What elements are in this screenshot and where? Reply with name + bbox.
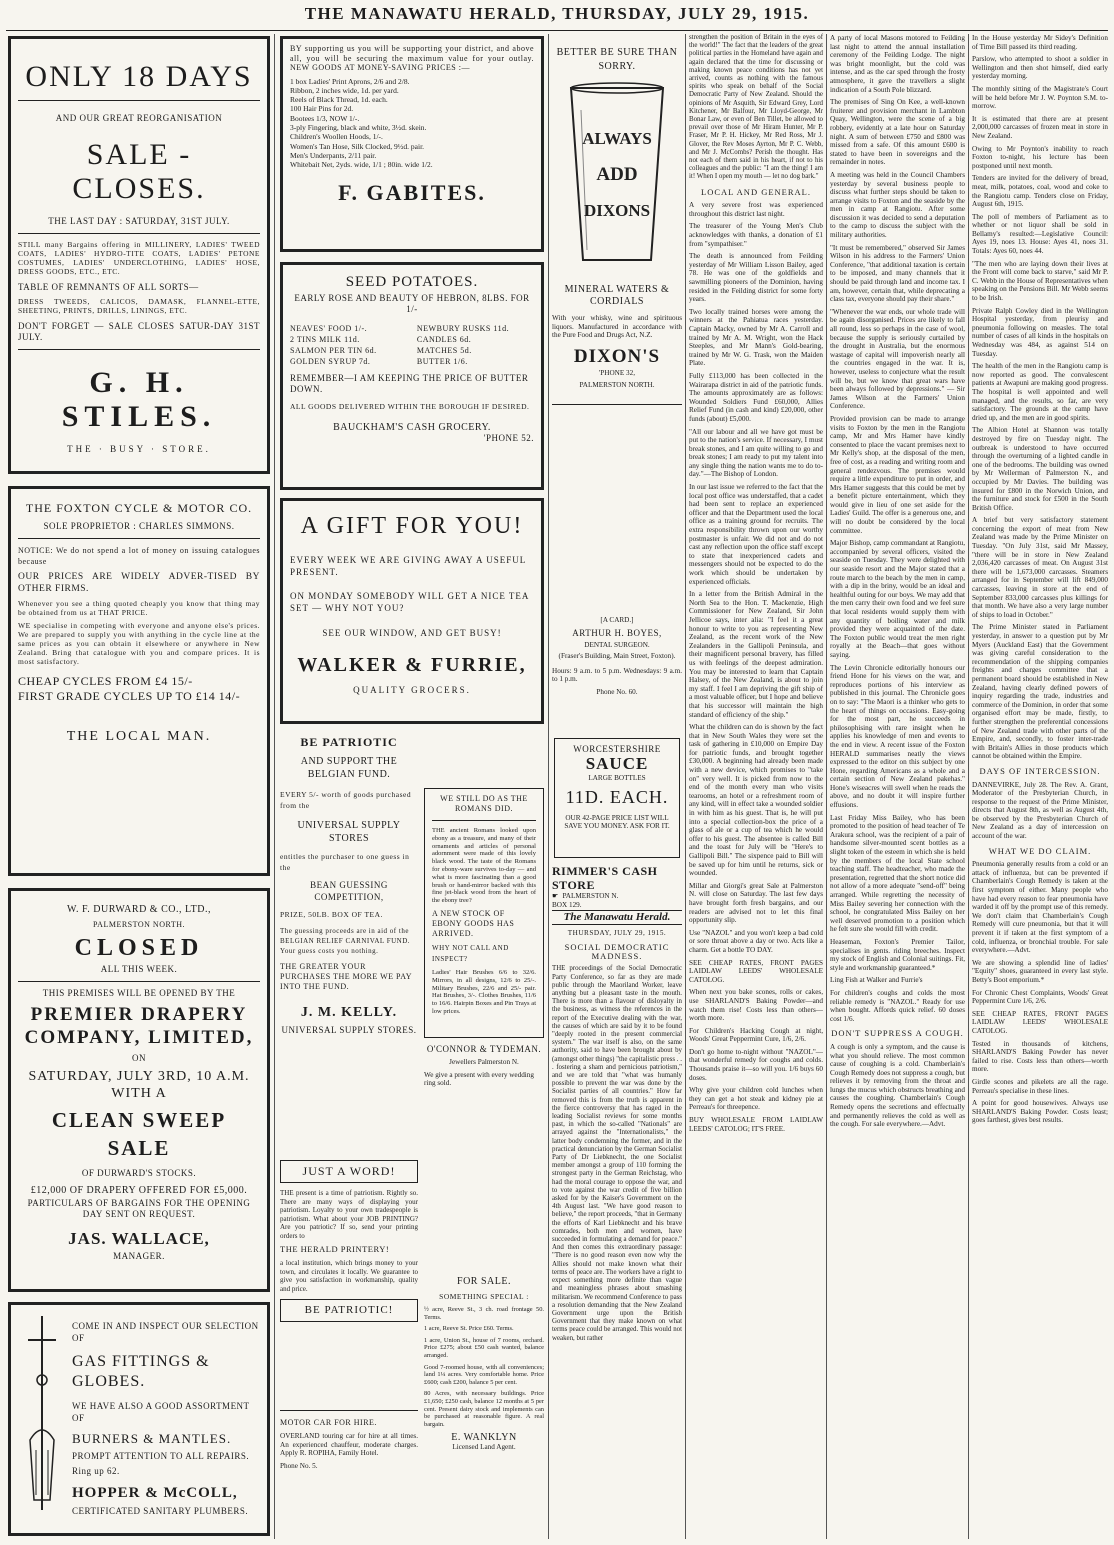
gabites-item: Reels of Black Thread, 1d. each. bbox=[290, 95, 388, 105]
news-paragraph: "The men who are laying down their lives at the Front will come back to starve," said Mr P. C. Webb in the House of Representatives when speaking on the Pensions Bill. Mr Webb seems to be Irish. bbox=[972, 259, 1108, 303]
news-paragraph: "All our labour and all we have got must be put to the nation's service. If necessary, I must break stones, and I am quite willing to go and break stones; I am ready to put my talent into any single thing the nation wants me to do to-day."—The Bishop of London. bbox=[689, 427, 823, 479]
bauckham-price-list bbox=[290, 323, 534, 367]
stiles-name: G. H. STILES. bbox=[61, 366, 217, 433]
oconnor-ebony: THE ancient Romans looked upon ebony as a treasure, and many of their ornaments and articles of personal adornment were made of this lovely black wood. The taste of the Romans for ebony-ware survives to-day — and what is more fascinating than a good brush or hand-mirror backed with this fine jet-black wood from the heart of the ebony tree? bbox=[432, 827, 536, 905]
news-column-4 bbox=[689, 34, 823, 1538]
bauckham-seed-potatoes: SEED POTATOES. bbox=[345, 274, 479, 290]
tumbler-glass-icon bbox=[565, 80, 669, 266]
durward-date: SATURDAY, JULY 3RD, 10 A.M. WITH A bbox=[28, 1069, 250, 1101]
bauckham-price: BUTTER 1/6. bbox=[416, 357, 468, 366]
kelly-proceeds: The guessing proceeds are in aid of the BELGIAN RELIEF CARNIVAL FUND. Your guess costs you nothing. bbox=[280, 927, 410, 955]
bauckham-price: NEAVES' FOOD 1/-. bbox=[290, 324, 368, 333]
news-paragraph: BUY WHOLESALE FROM LAIDLAW LEEDS' CATOLOG; IT'S FREE. bbox=[689, 1116, 823, 1133]
news-paragraph: A cough is only a symptom, and the cause is what you should relieve. The most common cause of coughing is a cold. Chamberlain's Cough Remedy does not suppress a cough, but relieves it by removing from the throat and lungs the mucus which obstructs breathing and causes the coughing. Chamberlain's Cough Remedy opens the secretions and effectually and permanently relieves the cold as well as the cough. For sale everywhere.—Advt. bbox=[830, 1042, 965, 1129]
bauckham-price: NEWBURY RUSKS 11d. bbox=[416, 324, 510, 333]
cycle-cheap: CHEAP CYCLES FROM £4 15/- bbox=[18, 674, 193, 688]
durward-manager: MANAGER. bbox=[113, 1251, 165, 1261]
bauckham-price: SALMON PER TIN 6d. bbox=[290, 346, 377, 355]
stiles-fabrics: DRESS TWEEDS, CALICOS, DAMASK, FLANNEL-ETTE, SHEETING, PRINTS, DRILLS, LININGS, ETC. bbox=[18, 297, 260, 315]
column-divider bbox=[968, 34, 969, 1539]
bauckham-price: 2 TINS MILK 11d. bbox=[290, 335, 360, 344]
stiles-dont-forget: DON'T FORGET — SALE CLOSES SATUR-DAY 31ST JULY. bbox=[18, 321, 260, 342]
news-paragraph: A point for good housewives. Always use SHARLAND'S Baking Powder. Costs least; goes farthest, gives best results. bbox=[972, 1099, 1108, 1125]
dixon-advert bbox=[552, 36, 682, 616]
kelly-stores: UNIVERSAL SUPPLY STORES bbox=[297, 820, 401, 844]
news-paragraph: SEE CHEAP RATES, FRONT PAGES LAIDLAW LEEDS' WHOLESALE CATOLOG. bbox=[689, 958, 823, 984]
kelly-advert bbox=[280, 734, 418, 1154]
herald-patriotism: THE present is a time of patriotism. Rightly so. There are many ways of displaying your patriotism. Loyalty to your own tradespeople is patriotism. What about your JOB PRINTING? Are you patriotic? If so, send your printing orders to bbox=[280, 1189, 418, 1240]
stiles-last-day: THE LAST DAY : SATURDAY, 31ST JULY. bbox=[48, 216, 230, 226]
oconnor-prices: Ladies' Hair Brushes 6/6 to 32/6. Mirrors, in all designs, 12/6 to 25/-. Military Brushes, 22/6 and 25/- pair. Hat Brushes, 3/-. Clothes Brushes, 11/6 to 16/6. Hairpin Boxes and Pin Trays at low prices. bbox=[432, 968, 536, 1015]
oconnor-wedding: We give a present with every wedding ring sold. bbox=[424, 1070, 534, 1088]
kelly-name: J. M. KELLY. bbox=[300, 1005, 398, 1020]
column-divider bbox=[685, 34, 686, 1539]
oconnor-romans: WE STILL DO AS THE ROMANS DID. bbox=[440, 794, 528, 813]
kelly-tagline: UNIVERSAL SUPPLY STORES. bbox=[281, 1025, 417, 1035]
stiles-tagline: THE · BUSY · STORE. bbox=[67, 444, 211, 454]
durward-title: W. F. DURWARD & CO., LTD., bbox=[67, 904, 211, 915]
news-paragraph: Why give your children cold lunches when they can get a hot steak and kidney pie at Perreau's for threepence. bbox=[689, 1086, 823, 1112]
news-paragraph: Ling Fish at Walker and Furrie's bbox=[830, 976, 923, 985]
rimmer-store bbox=[552, 864, 682, 909]
stiles-bargains: STILL many Bargains offering in MILLINERY, LADIES' TWEED COATS, LADIES' HYDRO-TITE COATS, LADIES' PETONE COSTUMES, LADIES' UNDERCLOTHING, LADIES' HOSE, DRESS GOODS, ETC., ETC. bbox=[18, 240, 260, 276]
news-paragraph: Tested in thousands of kitchens, SHARLAND'S Baking Powder has never failed to rise. Costs less than others—worth more. bbox=[972, 1039, 1108, 1074]
durward-place: PALMERSTON NORTH. bbox=[92, 920, 186, 929]
kelly-every: EVERY 5/- worth of goods purchased from the bbox=[280, 790, 412, 810]
gabites-item: Children's Woollen Hoods, 1/-. bbox=[290, 132, 383, 142]
news-paragraph: In our last issue we referred to the fact that the local post office was understaffed, that a cadet had been sent to replace an experienced officer and that the Department used the local office as a training ground for recruits. The extra responsibility thrown upon our worthy postmaster is unfair. We did not and do not cast any reflection upon the office staff except to state that inexperienced cadets and messengers should not be expected to do the work which should be undertaken by experienced officials. bbox=[689, 483, 823, 586]
boyes-card bbox=[552, 616, 682, 726]
news-paragraph: Parslow, who attempted to shoot a soldier in Wellington and then shot himself, died early yesterday morning. bbox=[972, 55, 1108, 81]
editorial-continued: strengthen the position of Britain in the eyes of the world!" The fact that the leaders of the great political parties in the Homeland have again and again declared that the time for discussing or making known peace conditions has not yet arrived, counts as nothing with the famous spirits who speak on behalf of the Social Democratic Party of New Zealand. Should the opinions of Mr Asquith, Sir Edward Grey, Lord Kitchener, Mr Balfour, Mr Lloyd-George, Mr Bonar Law, or even of Ben Tillet, be allowed to prevail over those of Mr Hiram Hunter, Mr P. Fraser, Mr P. H. Hickey, Mr Red Ross, Mr J. Glover, the Rev Moses Ayrton, Mr P. C. Webb, and Mr J. McCombs? Perish the thought. Has not each of them said in his heart, if not to his colleagues and the public: "I am the thing! I am it! When I open my mouth — let no dog bark." bbox=[689, 34, 823, 181]
cycle-signature: THE LOCAL MAN. bbox=[66, 729, 212, 744]
news-paragraph: Millar and Giorgi's great Sale at Palmerston N. will close on Saturday. The last few days have brought forth fresh bargains, and our readers are advised not to let this final opportunity slip. bbox=[689, 881, 823, 925]
cycle-proprietor: SOLE PROPRIETOR : CHARLES SIMMONS. bbox=[43, 521, 235, 531]
rimmer-name: RIMMER'S CASH STORE bbox=[552, 864, 658, 892]
news-paragraph: The poll of members of Parliament as to whether or not liquor shall be sold in Bellamy's resulted:—Legislative Council: Ayes 19, noes 13. House: Ayes 41, noes 31. Totals: Ayes 60, noes 44. bbox=[972, 212, 1108, 256]
stiles-remnants: TABLE OF REMNANTS OF ALL SORTS— bbox=[18, 282, 199, 292]
gabites-item: Whitebait Net, 2yds. wide, 1/1 ; 80in. wide 1/2. bbox=[290, 160, 433, 170]
news-paragraph: The treasurer of the Young Men's Club acknowledges with thanks, a donation of £1 from "sympathiser." bbox=[689, 222, 823, 248]
news-paragraph: We are showing a splendid line of ladies' "Equity" shoes, guaranteed in every last style. Betty's Boot emporium.* bbox=[972, 958, 1108, 984]
editorial-column bbox=[552, 910, 682, 1538]
news-paragraph: Fully £113,000 has been collected in the Wairarapa district in aid of the patriotic funds. The amounts approximately are as follows: Wounded Soldiers Fund £60,000, Allies Relief Fund (in cash and kind) £20,000, other funds (about) £5,000. bbox=[689, 371, 823, 423]
oconnor-footer bbox=[424, 1044, 544, 1104]
gabites-item: Men's Underpants, 2/11 pair. bbox=[290, 150, 377, 160]
news-paragraph: Major Bishop, camp commandant at Rangiotu, accompanied by several officers, visited the seaside on Tuesday. They were delighted with our seaside resort and the Major stated that a route march to the beach by the men in camp, with a dip in the briny, would be an ideal and healthful outing for our boys. We may add that the men carry their own food and we feel sure that local residents would supply them with any quantity of boiling water and milk provided they were acquainted of the date. The Foxton public would treat the men right royally at the Beach—that goes without saying. bbox=[830, 539, 965, 659]
news-paragraph: What the children can do is shown by the fact that in New South Wales they were set the task of gathering in £10,000 on Empire Day for patriotic funds, and brought together £30,000. A beginning had already been made with a new device, which promises to "take on" very well. It is picked from now to the end of the month every man who visits tearooms, an hotel or a refreshment room of any kind, will in effect take a wounded soldier in with him as his guest. That is, he will put into a special collection-box the price of a glass of ale or a cup of tea which he would offer to his guest. The absentee is called Bill and the toast for July will be "Here's to Gallipoli Bill." The sixpence paid to Bill will be saved up for him until he returns, sick or wounded. bbox=[689, 723, 823, 878]
bauckham-remember: REMEMBER—I AM KEEPING THE PRICE OF BUTTER DOWN. bbox=[290, 373, 529, 394]
hopper-inspect: COME IN AND INSPECT OUR SELECTION OF bbox=[72, 1321, 259, 1343]
wanklyn-item: 80 Acres, with necessary buildings. Price £1,650; £250 cash, balance 12 months at 5 per cent. Present dairy stock and implements can be purchased at reasonable figure. A real bargain. bbox=[424, 1390, 544, 1428]
motor-phone: Phone No. 5. bbox=[280, 1461, 318, 1470]
durward-opened-by: THIS PREMISES WILL BE OPENED BY THE bbox=[42, 988, 236, 998]
durward-particulars: PARTICULARS OF BARGAINS FOR THE OPENING DAY SENT ON REQUEST. bbox=[27, 1198, 251, 1219]
rimmer-sauce: SAUCE bbox=[585, 754, 649, 773]
cycle-notice: NOTICE: We do not spend a lot of money on issuing catalogues because bbox=[18, 546, 260, 566]
stiles-sale-closes: SALE - CLOSES. bbox=[72, 138, 206, 205]
news-paragraph: In the House yesterday Mr Sidey's Definition of Time Bill passed its third reading. bbox=[972, 34, 1108, 51]
rimmer-bottles: LARGE BOTTLES bbox=[588, 774, 646, 782]
glass-text-line: ALWAYS bbox=[582, 129, 652, 148]
gabites-name: F. GABITES. bbox=[338, 180, 486, 206]
bauckham-phone: 'PHONE 52. bbox=[483, 433, 534, 443]
stiles-subline: AND OUR GREAT REORGANISATION bbox=[55, 113, 223, 123]
news-paragraph: When next you bake scones, rolls or cakes, use SHARLAND'S Baking Powder—and watch them rise! Costs less than others—worth more. bbox=[689, 988, 823, 1023]
rimmer-price: 11D. EACH. bbox=[565, 786, 669, 807]
rimmer-box: BOX 129. bbox=[552, 900, 582, 909]
wanklyn-item: Good 7-roomed house, with all conveniences; land 1¼ acres. Very comfortable home. Price £600; cash £200, balance 5 per cent. bbox=[424, 1363, 544, 1386]
stiles-advert bbox=[8, 36, 270, 474]
kelly-greater: THE GREATER YOUR PURCHASES THE MORE WE PAY INTO THE FUND. bbox=[280, 962, 412, 991]
column-divider bbox=[548, 34, 549, 1539]
news-paragraph: Don't go home to-night without "NAZOL"—that wonderful remedy for coughs and colds. Thousands praise it—so will you. 1/6 buys 60 doses. bbox=[689, 1047, 823, 1082]
news-paragraph: It is estimated that there are at present 2,000,000 carcasses of frozen meat in store in New Zealand. bbox=[972, 114, 1108, 140]
cycle-title: THE FOXTON CYCLE & MOTOR CO. bbox=[25, 501, 253, 515]
durward-premier: PREMIER DRAPERY COMPANY, LIMITED, bbox=[24, 1004, 254, 1048]
gabites-item: Women's Tan Hose, Silk Clocked, 9½d. pair. bbox=[290, 141, 425, 151]
cycle-advert bbox=[8, 486, 270, 876]
news-paragraph: The Prime Minister stated in Parliament yesterday, in answer to a question put by Mr Myers (Auckland East) that the Government was giving careful consideration to the recommendation of the shipping companies freights and charges committee that a permanent board should be established in New Zealand, having clearly defined powers of inquiry regarding the trade, industries and commerce of the Dominion, in order that some organised effort may be made, firstly, to further strengthen the preferential concessions of New Zealand trade with other parts of the Empire, and, secondly, to foster inter-trade with Britain's Allies in those products which cannot be obtained within the Empire. bbox=[972, 623, 1108, 761]
cough-heading: DON'T SUPPRESS A COUGH. bbox=[831, 1028, 964, 1039]
rimmer-sauce-advert bbox=[554, 738, 680, 858]
durward-closed: CLOSED bbox=[74, 935, 204, 961]
news-paragraph: In a letter from the British Admiral in the North Sea to the Hon. T. Mackenzie, High Commissioner for New Zealand, Sir John Jellicoe says, inter alia: "I feel it a great honour to write to you as representing New Zealand, as the recent work of the New Zealanders in the Gallipoli Peninsula, and their magnificent personal bravery, has filled us with feelings of the deepest admiration. You may be interested to learn that Captain Halsey, of the New Zealand, is about to join my staff. I feel I am depriving the gift ship of a most valuable officer, but I hope and believe that his successor will maintain the high standard of efficiency of the ship." bbox=[689, 590, 823, 719]
wanklyn-item: 1 acre, Union St., house of 7 rooms, orchard. Price £275; about £50 cash wanted, balance arranged. bbox=[424, 1336, 544, 1359]
oconnor-new-stock: A NEW STOCK OF EBONY GOODS HAS ARRIVED. bbox=[432, 908, 515, 938]
durward-of-stocks: OF DURWARD'S STOCKS. bbox=[81, 1168, 197, 1178]
boyes-title: DENTAL SURGEON. bbox=[584, 640, 650, 649]
dixon-place: PALMERSTON NORTH. bbox=[579, 381, 655, 390]
wanklyn-special: SOMETHING SPECIAL : bbox=[439, 1292, 529, 1301]
boyes-address: (Fraser's Building, Main Street, Foxton). bbox=[558, 652, 676, 661]
boyes-card-label: [A CARD.] bbox=[600, 616, 634, 624]
walker-tagline: QUALITY GROCERS. bbox=[353, 685, 471, 695]
kelly-prize: PRIZE, 50LB. BOX OF TEA. bbox=[280, 910, 383, 919]
walker-tea-set: ON MONDAY SOMEBODY WILL GET A NICE TEA SET — WHY NOT YOU? bbox=[290, 591, 529, 613]
motor-advert bbox=[280, 1404, 418, 1536]
boyes-phone: Phone No. 60. bbox=[596, 687, 638, 696]
news-paragraph: Provided provision can be made to arrange visits to Foxton by the men in the Rangiotu camp, Mr and Mrs Hamer have kindly consented to place the vacant premises next to Mr Kelly's shop, at the disposal of the men, free of cost, as a reading and writing room and general rendezvous. The premises would require a little expenditure to put in order, and Mrs Hamer suggests that this could be met by a benefit picture entertainment, which they would give in lieu of one set aside for the Ladies' Guild. The offer is a generous one, and will no doubt be considered by the local committee. bbox=[830, 414, 965, 535]
news-paragraph: For Children's Hacking Cough at night, Woods' Great Peppermint Cure, 1/6, 2/6. bbox=[689, 1026, 823, 1044]
claim-heading: WHAT WE DO CLAIM. bbox=[988, 845, 1092, 856]
editorial-date: THURSDAY, JULY 29, 1915. bbox=[567, 928, 667, 937]
column-divider bbox=[826, 34, 827, 1539]
herald-printery-advert bbox=[280, 1160, 418, 1398]
bauckham-price: GOLDEN SYRUP 7d. bbox=[290, 357, 371, 366]
news-paragraph: A very severe frost was experienced throughout this district last night. bbox=[689, 201, 823, 218]
bauckham-varieties: EARLY ROSE AND BEAUTY OF HEBRON, 8LBS. FOR 1/- bbox=[294, 293, 530, 314]
walker-name: WALKER & FURRIE, bbox=[297, 654, 527, 676]
kelly-bean: BEAN GUESSING COMPETITION, bbox=[310, 880, 388, 902]
hopper-advert bbox=[8, 1302, 270, 1536]
herald-just-a-word: JUST A WORD! bbox=[280, 1160, 418, 1183]
bauckham-advert bbox=[280, 262, 544, 490]
motor-heading: MOTOR CAR FOR HIRE. bbox=[280, 1418, 377, 1427]
kelly-be-patriotic: BE PATRIOTIC bbox=[300, 735, 398, 749]
gabites-item-list bbox=[290, 77, 534, 170]
gabites-item: 3-ply Fingering, black and white, 3½d. skein. bbox=[290, 122, 427, 132]
gas-lamp-icon bbox=[18, 1310, 66, 1520]
oconnor-sub: Jewellers Palmerston N. bbox=[449, 1058, 519, 1066]
news-paragraph: Private Ralph Cowley died in the Wellington Hospital yesterday, from pleurisy and pneumonia following on measles. The total number of cases of all kinds in the hospitals on Wednesday was 484, as against 514 on Tuesday. bbox=[972, 306, 1108, 358]
cycle-quoted: Whenever you see a thing quoted cheaply you know that thing may be obtained from us at THAT PRICE. bbox=[18, 599, 260, 617]
news-paragraph: The Albion Hotel at Shannon was totally destroyed by fire on Tuesday night. The outbreak is understood to have occurred through the overturning of a lighted candle in one of the bedrooms. The building was owned by Mr Wellerman of Palmerston N., and occupied by Mr Davies. The building was insured for £800 in the Norwich Union, and the furniture and stock for £500 in the South British Office. bbox=[972, 426, 1108, 512]
rimmer-price-list: OUR 42-PAGE PRICE LIST WILL SAVE YOU MONEY. ASK FOR IT. bbox=[564, 813, 670, 831]
news-paragraph: "It must be remembered," observed Sir James Wilson in his address to the Farmers' Union Conference, "that additional taxation is certain to be imposed, and many channels that it should be paid through land and income tax. I am, however, certain that, while deprecating a class tax, everyone should pay their share." bbox=[830, 243, 965, 304]
local-general-heading: LOCAL AND GENERAL. bbox=[701, 186, 811, 197]
cycle-first-grade: FIRST GRADE CYCLES UP TO £14 14/- bbox=[18, 689, 241, 703]
durward-clean-sweep: CLEAN SWEEP SALE bbox=[51, 1108, 227, 1160]
news-paragraph: Owing to Mr Poynton's inability to reach Foxton to-night, his lecture has been postponed until next month. bbox=[972, 144, 1108, 170]
rimmer-worcestershire: WORCESTERSHIRE bbox=[573, 744, 661, 754]
gabites-item: 100 Hair Pins for 2d. bbox=[290, 104, 354, 114]
news-paragraph: Last Friday Miss Bailey, who has been promoted to the position of head teacher of Te Arakura school, was the recipient of a pair of handsome silver-mounted scent bottles as a slight token of the esteem in which she is held by the members of the local State school teaching staff. The headteacher, who made the presentation, regretted that the short notice did not allow of a more adequate "send-off" being arranged. While regretting the necessity of Miss Bailey severing her connection with the school, he congratulated Miss Bailey on her well deserved promotion to a position which he felt sure she would fill with credit. bbox=[830, 813, 965, 934]
hopper-assortment: WE HAVE ALSO A GOOD ASSORTMENT OF bbox=[72, 1401, 250, 1423]
intercession-heading: DAYS OF INTERCESSION. bbox=[979, 765, 1101, 776]
news-paragraph: Use "NAZOL" and you won't keep a bad cold or sore throat above a day or two. Acts like a charm. Get a bottle TO DAY. bbox=[689, 928, 823, 954]
news-paragraph: The Levin Chronicle editorially honours our friend Hone for his views on the war, and reproduces portions of his interview as published in this journal. The Chronicle goes on to say: "The Maori is a thinker who gets to the heart of things on occasions. Easy-going for the most part, he succeeds in philosophising with rare insight when he applies his knowledge of men and events to the end in view. A recent issue of the Foxton HERALD summarises neatly the views expressed to the editor on this subject by one Hone, regarding Americans as a whole and a certain section of New Zealand pakehas." Hone's wiseacres will swell when he reads the above, and no doubt it will inspire further effusions. bbox=[830, 663, 965, 810]
news-paragraph: A meeting was held in the Council Chambers yesterday by several business people to discuss what further steps should be taken to arrange visits to Foxton and the seaside by the men in camp at Rangiotu. After some discussion it was decided to send a deputation to the camp to discuss the subject with the military authorities. bbox=[830, 170, 965, 240]
news-paragraph: The monthly sitting of the Magistrate's Court will be held before Mr J. W. Poynton S.M. to-morrow. bbox=[972, 84, 1108, 111]
gabites-item: Ribbon, 2 inches wide, 1d. per yard. bbox=[290, 85, 399, 95]
hopper-gas-fittings: GAS FITTINGS & GLOBES. bbox=[72, 1353, 210, 1390]
news-column-5 bbox=[830, 34, 965, 1538]
gabites-item: Bootees 1/3, NOW 1/-. bbox=[290, 113, 360, 123]
boyes-name: ARTHUR H. BOYES, bbox=[572, 627, 662, 638]
wanklyn-name: E. WANKLYN bbox=[451, 1432, 517, 1444]
wanklyn-for-sale: FOR SALE. bbox=[457, 1276, 511, 1287]
news-paragraph: A brief but very satisfactory statement concerning the export of meat from New Zealand was made by the Prime Minister on Tuesday. "On July 31st, said Mr Massey, "there will be in store in New Zealand 2,036,420 carcasses of meat. On August 31st there will be 1,673,000 carcasses. Steamers arranged for in September will lift 849,000 carcasses, leaving in store at the end of September 833,000 carcasses plus killings for that month. We have also a very large number of ships to load in October." bbox=[972, 516, 1108, 619]
wanklyn-tagline: Licensed Land Agent. bbox=[452, 1443, 516, 1452]
walker-advert bbox=[280, 498, 544, 724]
wanklyn-list bbox=[424, 1306, 544, 1428]
news-paragraph: The premises of Sing On Kee, a well-known fruiterer and provision merchant in Lambton Quay, Wellington, were the scene of a big robbery, evidently at a late hour on Saturday night. A sum of between £750 and £800 was missed from a safe. Of this amount £600 is stated to have been in sovereigns and the remainder in notes. bbox=[830, 98, 965, 167]
news-paragraph: "Whenever the war ends, our whole trade will be again disorganised. Prices are likely to fall all round, less so perhaps in the case of wool, because the supply is seriously curtailed by the drought in Australia, but the enormous wastage of capital will impoverish nearly all the countries engaged in the war. It is, however, useless to conjecture what the result will be, but we know that great wars have been always followed by depressions." — Sir James Wilson at the Farmers' Union Conference. bbox=[830, 307, 965, 411]
bauckham-delivered: ALL GOODS DELIVERED WITHIN THE BOROUGH IF DESIRED. bbox=[290, 402, 530, 411]
news-paragraph: SEE CHEAP RATES, FRONT PAGES LAIDLAW LEEDS' WHOLESALE CATOLOG. bbox=[972, 1009, 1108, 1035]
dixon-name: DIXON'S bbox=[573, 345, 661, 367]
news-paragraph: For Chronic Chest Complaints, Woods' Great Peppermint Cure 1/6, 2/6. bbox=[972, 988, 1108, 1006]
durward-on: ON bbox=[132, 1053, 146, 1063]
bauckham-price: MATCHES 5d. bbox=[416, 346, 472, 355]
gabites-intro: BY supporting us you will be supporting your district, and above all, you will be securing the maximum value for your outlay. NEW GOODS AT MONEY-SAVING PRICES :— bbox=[290, 44, 534, 72]
walker-every-week: EVERY WEEK WE ARE GIVING AWAY A USEFUL PRESENT. bbox=[290, 555, 526, 577]
editorial-heading: SOCIAL DEMOCRATIC MADNESS. bbox=[564, 942, 670, 961]
masthead: THE MANAWATU HERALD, THURSDAY, JULY 29, 1915. bbox=[304, 4, 810, 23]
masthead-rule bbox=[6, 30, 1108, 31]
cycle-specialise: WE specialise in competing with everyone and anyone else's prices. We are prepared to supply you with anything in the cycle line at the same prices as you can obtain it elsewhere or anywhere in New Zealand. Bring that catalogue with you and compare prices. It is most satisfactory. bbox=[18, 621, 260, 666]
news-paragraph: Tenders are invited for the delivery of bread, meat, milk, potatoes, coal, wood and coke to the Rangiotu camp. Tenders close on Friday, August 6th, 1915. bbox=[972, 174, 1108, 209]
wanklyn-item: 1 acre, Reeve St. Price £60. Terms. bbox=[424, 1325, 514, 1333]
durward-week: ALL THIS WEEK. bbox=[100, 964, 178, 974]
rimmer-place: PALMERSTON N. bbox=[562, 892, 619, 900]
motor-body: OVERLAND touring car for hire at all times. An experienced chauffeur, moderate charges. Apply R. ROPIHA, Family Hotel. bbox=[280, 1432, 418, 1458]
glass-text-line: DIXONS bbox=[583, 201, 651, 220]
gabites-advert bbox=[280, 36, 544, 252]
hopper-name: HOPPER & McCOLL, bbox=[72, 1485, 238, 1501]
paper-nameplate: The Manawatu Herald. bbox=[552, 910, 682, 925]
hopper-tagline: CERTIFICATED SANITARY PLUMBERS. bbox=[72, 1506, 249, 1516]
stiles-headline: ONLY 18 DAYS bbox=[25, 60, 253, 93]
news-paragraph: Pneumonia generally results from a cold or an attack of influenza, but can be prevented if Chamberlain's Cough Remedy is taken at the first symptom of either. Many people who have had every reason to fear pneumonia have warded it off by the prompt use of this remedy. We don't claim that Chamberlain's Cough Remedy will cure pneumonia, but that it will prevent it if taken at the first symptom of a cold, influenza, or bronchial trouble. For sale everywhere.—Advt. bbox=[972, 860, 1108, 955]
dixon-better-sure: BETTER BE SURE THAN SORRY. bbox=[556, 47, 678, 72]
boyes-hours: Hours: 9 a.m. to 5 p.m. Wednesdays: 9 a.m. to 1 p.m. bbox=[552, 666, 682, 684]
column-divider bbox=[274, 34, 275, 1539]
wanklyn-item: ½ acre, Reeve St., 3 ch. road frontage 50. Terms. bbox=[424, 1306, 544, 1321]
news-paragraph: DANNEVIRKE, July 28. The Rev. A. Grant, Moderator of the Presbyterian Church, in response to the request of the Prime Minister, directs that August 8th, as well as August 4th, be observed by the Presbyterian Church of New Zealand as a day of intercession on account of the war. bbox=[972, 780, 1108, 841]
bauckham-price: CANDLES 6d. bbox=[416, 335, 472, 344]
bauckham-name: BAUCKHAM'S CASH GROCERY. bbox=[333, 422, 491, 433]
durward-advert bbox=[8, 888, 270, 1292]
news-paragraph: The health of the men in the Rangiotu camp is now reported as good. The convalescent patients at Awapuni are making good progress. The hospital is well appointed and well managed, and the results, so far, are very satisfactory. The grounds at the camp have dried up, and the men are in good spirits. bbox=[972, 362, 1108, 422]
oconnor-inspect: WHY NOT CALL AND INSPECT? bbox=[432, 943, 509, 963]
wanklyn-advert bbox=[424, 1276, 544, 1538]
durward-offer: £12,000 OF DRAPERY OFFERED FOR £5,000. bbox=[30, 1185, 248, 1196]
editorial-body: THE proceedings of the Social Democratic Party Conference, so far as they are made public through the Maoriland Worker, leave anything but a pleasant taste in the mouth. There is more than a flavour of disloyalty in the business, as witness the references in the report of the Executive dealing with the war, the causes of which are said by it to be found "deeply rooted in the present commercial system." The war itself is also, on the same authority, said to have been brought about by (amongst other things) "the capitalistic press . . . fostering a sham and pernicious patriotism," and we are told that "what was humanly possible to prevent the war was done by the Socialist parties of all countries." How far removed this is from the truth is apparent in the fierce controversy that has raged in the leading Socialist reviews for some months past, in which the so-called "Nationals" are arrayed against the "Internationalists," the latter body condemning the former, and in the practical denunciation by the German Socialist Party of Dr Liebknecht, the one Socialist member amongst a group of 110 forming the strongest party in the German Reichstag, who had the moral courage to oppose the war, and to vote against the war credit of five billion asked for by the Kaiser's Government on the 4th August last. "We have good reason to believe," the report proceeds, "that in Germany the efforts of Karl Liebknecht and his brave comrades, both men and women, have succeeded in formulating a demand for peace." And then comes this extraordinary passage: "There is no good reason even now why the Allies should not make known what their terms of peace are. The workers have a right to expect something more definite than vague and meaningless phrases about smashing militarism. We recommend Conference to pass a resolution demanding that the New Zealand Government urge upon the British Government that they make known on what terms peace could be arranged. This would not weaken, but rather bbox=[552, 965, 682, 1342]
dixon-phone: 'PHONE 32, bbox=[598, 368, 636, 377]
hopper-ring: Ring up 62. bbox=[72, 1466, 120, 1476]
kelly-entitles: entitles the purchaser to one guess in the bbox=[280, 852, 410, 872]
hopper-burners: BURNERS & MANTLES. bbox=[72, 1431, 232, 1446]
pointing-hand-icon: ☛ bbox=[552, 892, 559, 900]
dixon-mineral: MINERAL WATERS & CORDIALS bbox=[564, 284, 670, 307]
news-paragraph: Girdle scones and pikelets are all the rage. Perreau's specialise in these lines. bbox=[972, 1077, 1108, 1095]
glass-text-line: ADD bbox=[596, 164, 638, 185]
oconnor-name: O'CONNOR & TYDEMAN. bbox=[426, 1044, 542, 1054]
news-paragraph: Heaseman, Foxton's Premier Tailor, specialises in gents. riding breeches. Inspect my stock of English and Colonial suitings. Fit, style and workmanship guaranteed.* bbox=[830, 937, 965, 972]
news-paragraph: Two locally trained horses were among the winners at the Pahiatua races yesterday. Captain Macky, owned by Mr A. Carroll and trained by Mr A. M. Wright, won the Hack Steeples, and Mr Mann's Gold-bearing, trained by Mr W. G. Trask, won the Maiden Plate. bbox=[689, 307, 823, 368]
hopper-repairs: PROMPT ATTENTION TO ALL REPAIRS. bbox=[72, 1451, 250, 1461]
cycle-prices-advertised: OUR PRICES ARE WIDELY ADVER-TISED BY OTHER FIRMS. bbox=[18, 572, 260, 594]
durward-signature: JAS. WALLACE, bbox=[68, 1229, 210, 1248]
walker-see-window: SEE OUR WINDOW, AND GET BUSY! bbox=[322, 628, 502, 638]
news-paragraph: A party of local Masons motored to Feilding last night to attend the annual installation ceremony of the Feilding Lodge. The night was bright moonlight, but the cold was intense, and as the car sped through the frosty atmosphere, it gave the travellers a slight indication of a South Pole blizzard. bbox=[830, 34, 965, 94]
dixon-whisky: With your whisky, wine and spirituous liquors. Manufactured in accordance with the Pure Food and Drugs Act, N.Z. bbox=[552, 314, 682, 340]
herald-printery: THE HERALD PRINTERY! bbox=[280, 1244, 390, 1254]
herald-be-patriotic: BE PATRIOTIC! bbox=[280, 1299, 418, 1322]
kelly-belgian-fund: AND SUPPORT THE BELGIAN FUND. bbox=[300, 756, 398, 780]
news-paragraph: The death is announced from Feilding yesterday of Mr William Lisson Bailey, aged 78. He was one of the goldfields and sawmilling pioneers of the Dominion, having resided in the Feilding district for some forty years. bbox=[689, 252, 823, 304]
oconnor-advert bbox=[424, 788, 544, 1038]
gabites-item: 1 box Ladies' Print Aprons, 2/6 and 2/8. bbox=[290, 76, 410, 86]
news-column-6 bbox=[972, 34, 1108, 1538]
walker-gift-headline: A GIFT FOR YOU! bbox=[300, 513, 524, 539]
news-paragraph: For children's coughs and colds the most reliable remedy is "NAZOL." Ready for use when bought. Affords quick relief. 60 doses cost 1/6. bbox=[830, 988, 965, 1023]
herald-local: a local institution, which brings money to your town, and circulates it locally. We guarantee to give you satisfaction in workmanship, quality and price. bbox=[280, 1259, 418, 1293]
